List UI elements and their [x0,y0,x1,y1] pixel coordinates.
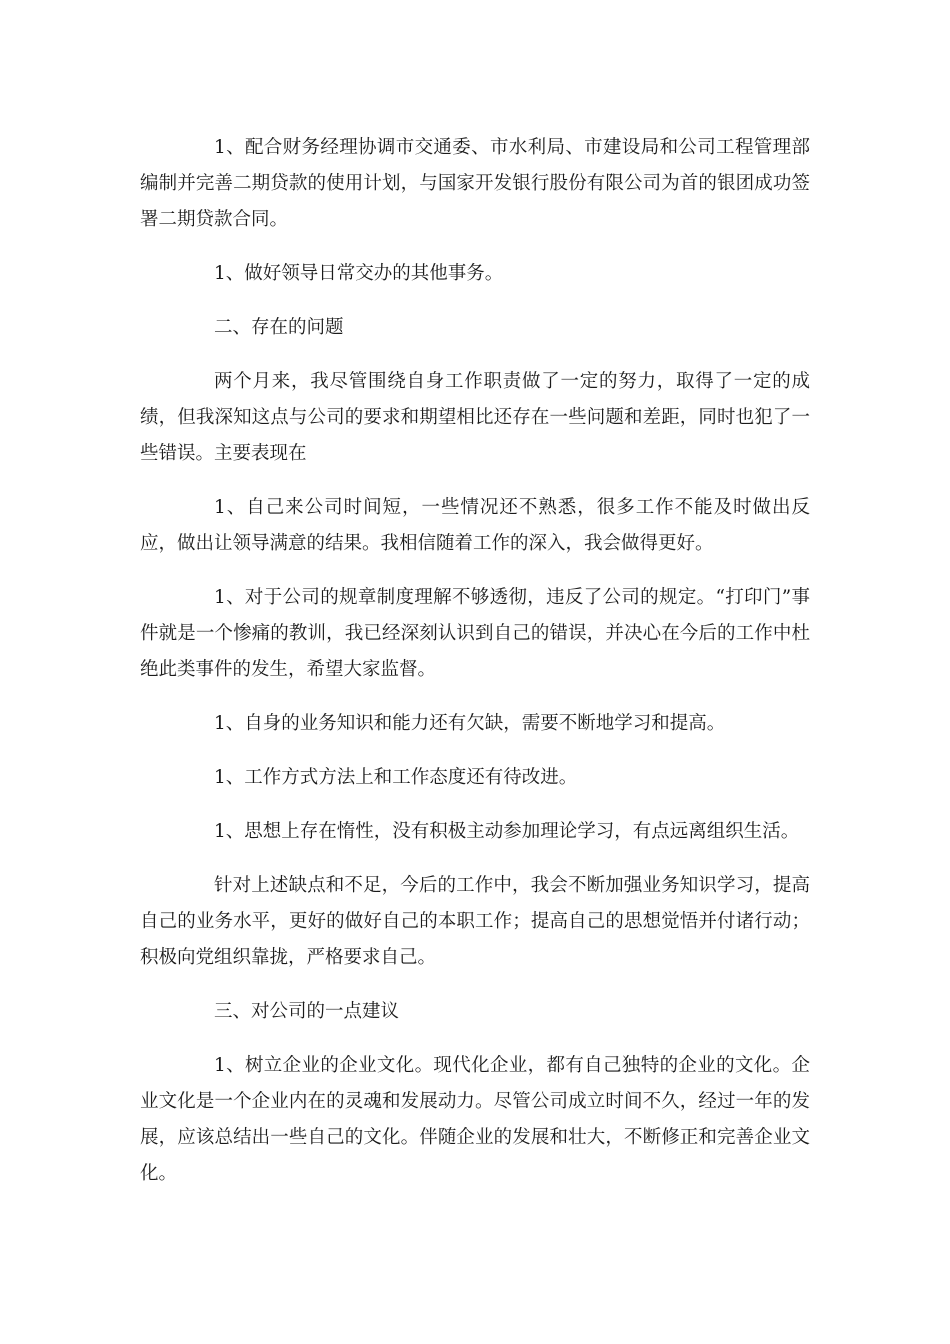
document-body [140,130,810,1210]
paragraph-problem-knowledge: 1、自身的业务知识和能力还有欠缺，需要不断地学习和提高。 [214,713,726,734]
paragraph-problem-new-employee: 1、自己来公司时间短，一些情况还不熟悉，很多工作不能及时做出反应，做出让领导满意的结果。我相信随着工作的深入，我会做得更好。 [140,497,810,554]
paragraph-problem-work-style: 1、工作方式方法上和工作态度还有待改进。 [214,767,578,788]
paragraph-suggestion-culture: 1、树立企业的企业文化。现代化企业，都有自己独特的企业的文化。企业文化是一个企业内在的灵魂和发展动力。尽管公司成立时间不久，经过一年的发展，应该总结出一些自己的文化。伴随企业的发展和壮大，不断修正和完善企业文化。 [140,1055,810,1184]
paragraph-problem-rules: 1、对于公司的规章制度理解不够透彻，违反了公司的规定。“打印门”事件就是一个惨痛的教训，我已经深刻认识到自己的错误，并决心在今后的工作中杜绝此类事件的发生，希望大家监督。 [140,587,810,680]
paragraph-loan-plan: 1、配合财务经理协调市交通委、市水利局、市建设局和公司工程管理部编制并完善二期贷款的使用计划，与国家开发银行股份有限公司为首的银团成功签署二期贷款合同。 [140,137,810,230]
section-heading-suggestions: 三、对公司的一点建议 [214,1001,400,1022]
paragraph-improvement-plan: 针对上述缺点和不足，今后的工作中，我会不断加强业务知识学习，提高自己的业务水平，更好的做好自己的本职工作；提高自己的思想觉悟并付诸行动；积极向党组织靠拢，严格要求自己。 [140,875,810,968]
paragraph-other-tasks: 1、做好领导日常交办的其他事务。 [214,263,504,284]
paragraph-problems-intro: 两个月来，我尽管围绕自身工作职责做了一定的努力，取得了一定的成绩，但我深知这点与公司的要求和期望相比还存在一些问题和差距，同时也犯了一些错误。主要表现在 [140,371,810,464]
section-heading-problems: 二、存在的问题 [214,317,344,338]
paragraph-problem-inertia: 1、思想上存在惰性，没有积极主动参加理论学习，有点远离组织生活。 [214,821,800,842]
